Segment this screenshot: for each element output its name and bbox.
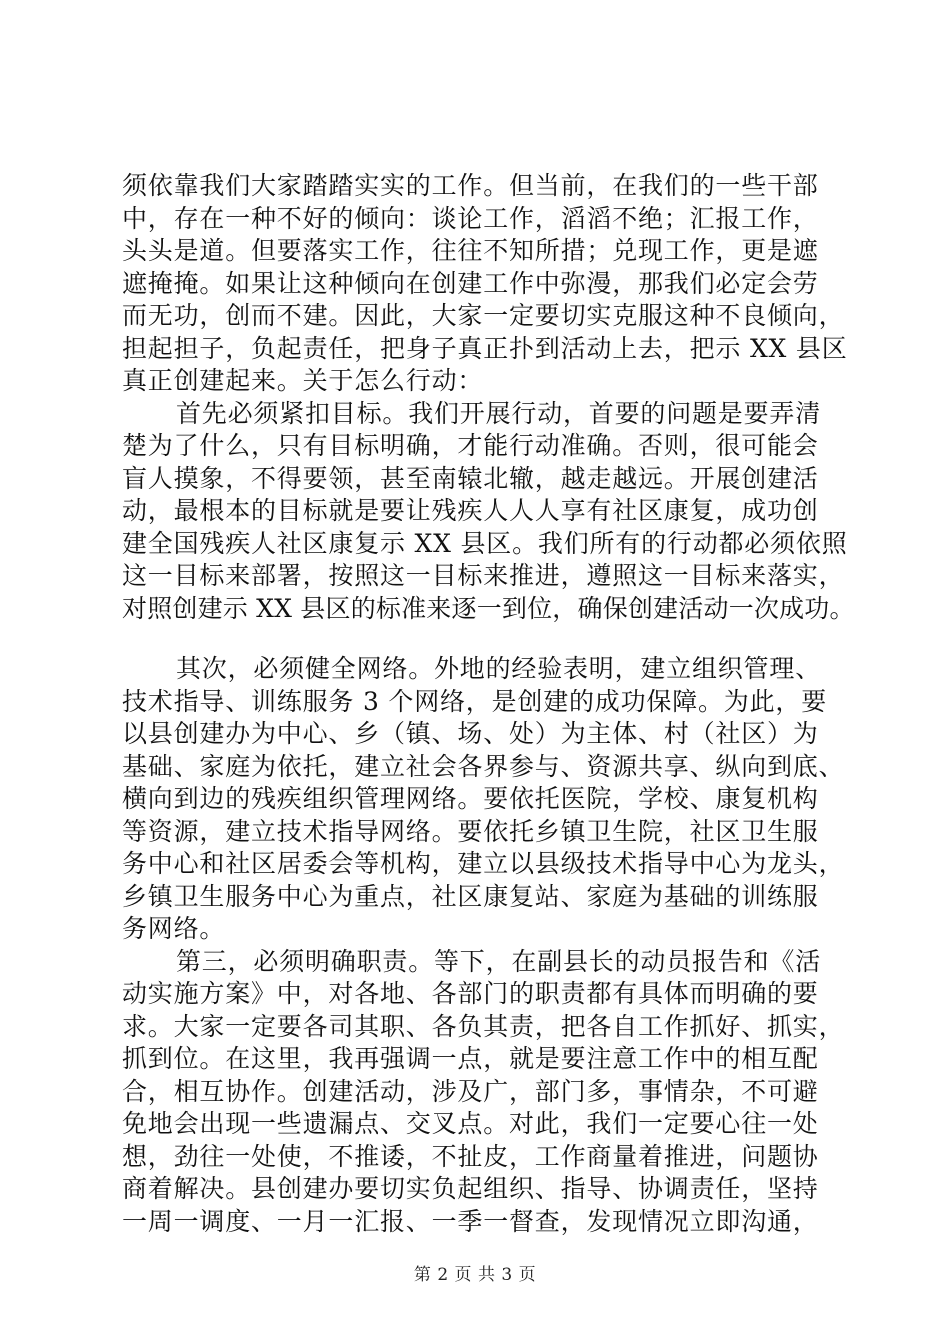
- text-line: 楚为了什么，只有目标明确，才能行动准确。否则，很可能会: [122, 431, 819, 460]
- text-line: 想，劲往一处使，不推诿，不扯皮，工作商量着推进，问题协: [122, 1141, 819, 1171]
- text-line: 动实施方案》中，对各地、各部门的职责都有具体而明确的要: [122, 979, 819, 1008]
- paragraph-gap: [122, 625, 858, 653]
- paragraph-4: [122, 946, 858, 1239]
- text-line: 对照创建示 XX 县区的标准来逐一到位，确保创建活动一次成功。: [122, 593, 855, 623]
- text-line: 中，存在一种不好的倾向：谈论工作，滔滔不绝；汇报工作，: [122, 203, 819, 233]
- text-line: 这一目标来部署，按照这一目标来推进，遵照这一目标来落实，: [122, 561, 845, 590]
- text-line: 而无功，创而不建。因此，大家一定要切实克服这种不良倾向，: [122, 301, 845, 330]
- text-line: 乡镇卫生服务中心为重点，社区康复站、家庭为基础的训练服: [122, 881, 819, 911]
- paragraph-3: [122, 653, 858, 946]
- text-line: 盲人摸象，不得要领，甚至南辕北辙，越走越远。开展创建活: [122, 463, 819, 493]
- text-line: 商着解决。县创建办要切实负起组织、指导、协调责任，坚持: [122, 1174, 819, 1203]
- document-body: [122, 170, 858, 1238]
- paragraph-1: [122, 170, 858, 398]
- text-line: 一周一调度、一月一汇报、一季一督查，发现情况立即沟通，: [122, 1206, 819, 1236]
- page-number-footer: 第 2 页 共 3 页: [413, 1265, 537, 1285]
- paragraph-2: [122, 398, 858, 626]
- text-line: 合，相互协作。创建活动，涉及广，部门多，事情杂，不可避: [122, 1076, 819, 1106]
- text-line: 担起担子，负起责任，把身子真正扑到活动上去，把示 XX 县区: [122, 333, 848, 363]
- text-line: 遮掩掩。如果让这种倾向在创建工作中弥漫，那我们必定会劳: [122, 268, 819, 298]
- text-line: 抓到位。在这里，我再强调一点，就是要注意工作中的相互配: [122, 1044, 819, 1073]
- text-line: 务网络。: [122, 914, 226, 943]
- text-line: 头头是道。但要落实工作，往往不知所措；兑现工作，更是遮: [122, 236, 819, 265]
- text-line: 技术指导、训练服务 3 个网络，是创建的成功保障。为此，要: [122, 686, 828, 716]
- text-line: 求。大家一定要各司其职、各负其责，把各自工作抓好、抓实，: [122, 1011, 845, 1041]
- text-line: 动，最根本的目标就是要让残疾人人人享有社区康复，成功创: [122, 496, 819, 525]
- text-line: 横向到边的残疾组织管理网络。要依托医院，学校、康复机构: [122, 784, 819, 813]
- text-line: 等资源，建立技术指导网络。要依托乡镇卫生院，社区卫生服: [122, 816, 819, 846]
- text-line: 其次，必须健全网络。外地的经验表明，建立组织管理、: [176, 654, 822, 683]
- text-line: 首先必须紧扣目标。我们开展行动，首要的问题是要弄清: [176, 398, 822, 428]
- text-line: 务中心和社区居委会等机构，建立以县级技术指导中心为龙头，: [122, 849, 845, 878]
- text-line: 第三，必须明确职责。等下，在副县长的动员报告和《活: [176, 946, 822, 976]
- text-line: 免地会出现一些遗漏点、交叉点。对此，我们一定要心往一处: [122, 1109, 819, 1138]
- text-line: 以县创建办为中心、乡（镇、场、处）为主体、村（社区）为: [122, 719, 819, 748]
- text-line: 基础、家庭为依托，建立社会各界参与、资源共享、纵向到底、: [122, 751, 845, 781]
- text-line: 真正创建起来。关于怎么行动：: [122, 366, 484, 395]
- text-line: 建全国残疾人社区康复示 XX 县区。我们所有的行动都必须依照: [122, 528, 848, 558]
- text-line: 须依靠我们大家踏踏实实的工作。但当前，在我们的一些干部: [122, 171, 819, 200]
